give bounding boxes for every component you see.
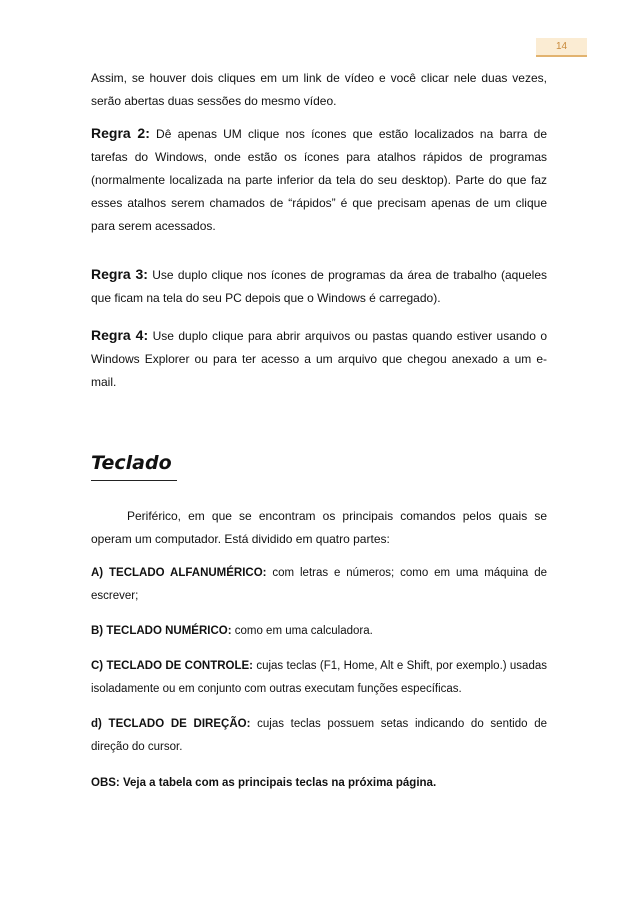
item-c <box>91 655 547 701</box>
rule-2-paragraph <box>91 122 547 238</box>
item-text: com letras e números; como em uma máquina de escrever; <box>91 567 547 602</box>
rule-text: Dê apenas UM clique nos ícones que estão localizados na barra de tarefas do Windows, onde estão os ícones para atalhos rápidos de programas (normalmente localizada na parte inferior da tela do seu desktop). Parte do que faz esses atalhos serem chamados de “rápidos” é que precisam apenas de um clique para serem acessados. <box>91 127 547 233</box>
rule-4-paragraph <box>91 324 547 394</box>
item-d <box>91 713 547 759</box>
rule-text: Use duplo clique para abrir arquivos ou pastas quando estiver usando o Windows Explorer ou para ter acesso a um arquivo que chegou anexado a um e-mail. <box>91 329 548 389</box>
obs-note: OBS: Veja a tabela com as principais teclas na próxima página. <box>91 777 437 789</box>
item-text: como em uma calculadora. <box>231 625 373 637</box>
rule-3-paragraph <box>91 263 547 310</box>
item-label: A) TECLADO ALFANUMÉRICO: <box>91 567 267 579</box>
section-intro: Periférico, em que se encontram os principais comandos pelos quais se operam um computador. Está dividido em quatro partes: <box>91 509 547 546</box>
page-number: 14 <box>536 38 587 57</box>
section-title: Teclado <box>91 452 172 474</box>
rule-title: Regra 4: <box>91 327 149 343</box>
intro-paragraph: Assim, se houver dois cliques em um link de vídeo e você clicar nele duas vezes, serão abertas duas sessões do mesmo vídeo. <box>91 71 547 108</box>
item-label: B) TECLADO NUMÉRICO: <box>91 625 232 637</box>
rule-text: Use duplo clique nos ícones de programas da área de trabalho (aqueles que ficam na tela do seu PC depois que o Windows é carregado). <box>91 268 547 305</box>
item-text: cujas teclas (F1, Home, Alt e Shift, por exemplo.) usadas isoladamente ou em conjunto com outras executam funções específicas. <box>91 660 547 695</box>
rule-title: Regra 3: <box>91 266 148 282</box>
item-b <box>91 620 547 643</box>
item-a <box>91 562 547 608</box>
rule-title: Regra 2: <box>91 125 150 141</box>
item-label: C) TECLADO DE CONTROLE: <box>91 660 254 672</box>
item-text: cujas teclas possuem setas indicando do sentido de direção do cursor. <box>91 718 548 753</box>
item-label: d) TECLADO DE DIREÇÃO: <box>91 718 251 730</box>
section-title-underline <box>91 480 177 481</box>
